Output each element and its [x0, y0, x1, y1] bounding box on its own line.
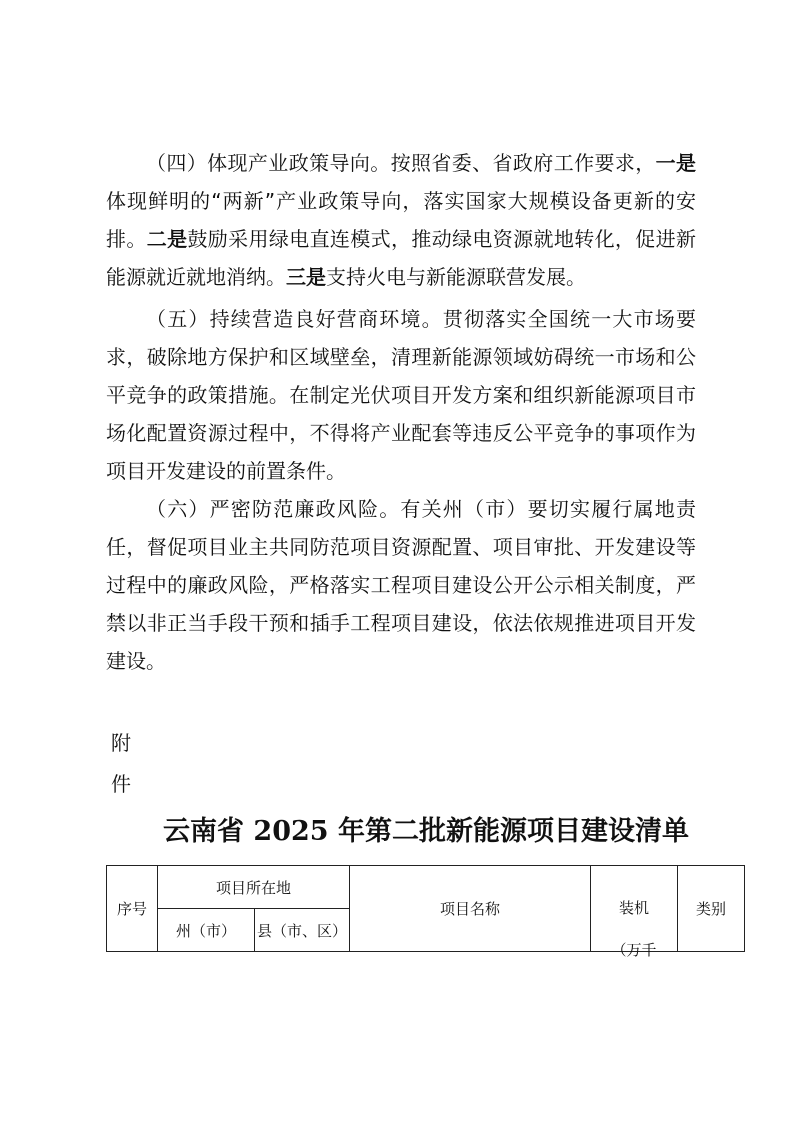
- header-capacity-line2: （万千: [611, 941, 657, 959]
- header-prefecture: 州（市）: [158, 909, 255, 952]
- list-title: 云南省 2025 年第二批新能源项目建设清单: [163, 816, 689, 847]
- paragraph-business-environment: （五）持续营造良好营商环境。贯彻落实全国统一大市场要求，破除地方保护和区域壁垒，清理新能源领域妨碍统一市场和公平竞争的政策措施。在制定光伏项目开发方案和组织新能源项目市场化配置资源过程中，不得将产业配套等违反公平竞争的事项作为项目开发建设的前置条件。: [106, 307, 696, 483]
- p4-bold-first: 一是: [655, 151, 697, 175]
- header-category: 类别: [678, 866, 745, 952]
- header-location: 项目所在地: [158, 866, 350, 909]
- p4-bold-third: 三是: [286, 265, 326, 289]
- p4-text-1: （四）体现产业政策导向。按照省委、省政府工作要求，: [146, 151, 656, 175]
- p4-text-3: 鼓励采用绿电直连模式，推动绿电资源就地转化，促进新能源就近就地消纳。: [106, 227, 697, 289]
- header-capacity-line1: 装机: [618, 899, 649, 917]
- p4-bold-second: 二是: [146, 227, 188, 251]
- table-header-row-1: [107, 866, 745, 909]
- header-county: 县（市、区）: [255, 909, 350, 952]
- p4-text-4: 支持火电与新能源联营发展。: [326, 265, 586, 289]
- project-list-table: [106, 865, 745, 959]
- header-seq: 序号: [107, 866, 158, 952]
- header-project-name: 项目名称: [350, 866, 591, 952]
- p4-text-2: 体现鲜明的“两新”产业政策导向，落实国家大规模设备更新的安排。: [106, 189, 696, 251]
- attachment-label-line2: 件: [111, 772, 131, 796]
- attachment-label-line1: 附: [111, 731, 131, 755]
- paragraph-integrity-risk: （六）严密防范廉政风险。有关州（市）要切实履行属地责任，督促项目业主共同防范项目资源配置、项目审批、开发建设等过程中的廉政风险，严格落实工程项目建设公开公示相关制度，严禁以非正当手段干预和插手工程项目建设，依法依规推进项目开发建设。: [106, 497, 696, 673]
- header-capacity: [591, 866, 678, 959]
- paragraph-industrial-policy: [106, 144, 696, 296]
